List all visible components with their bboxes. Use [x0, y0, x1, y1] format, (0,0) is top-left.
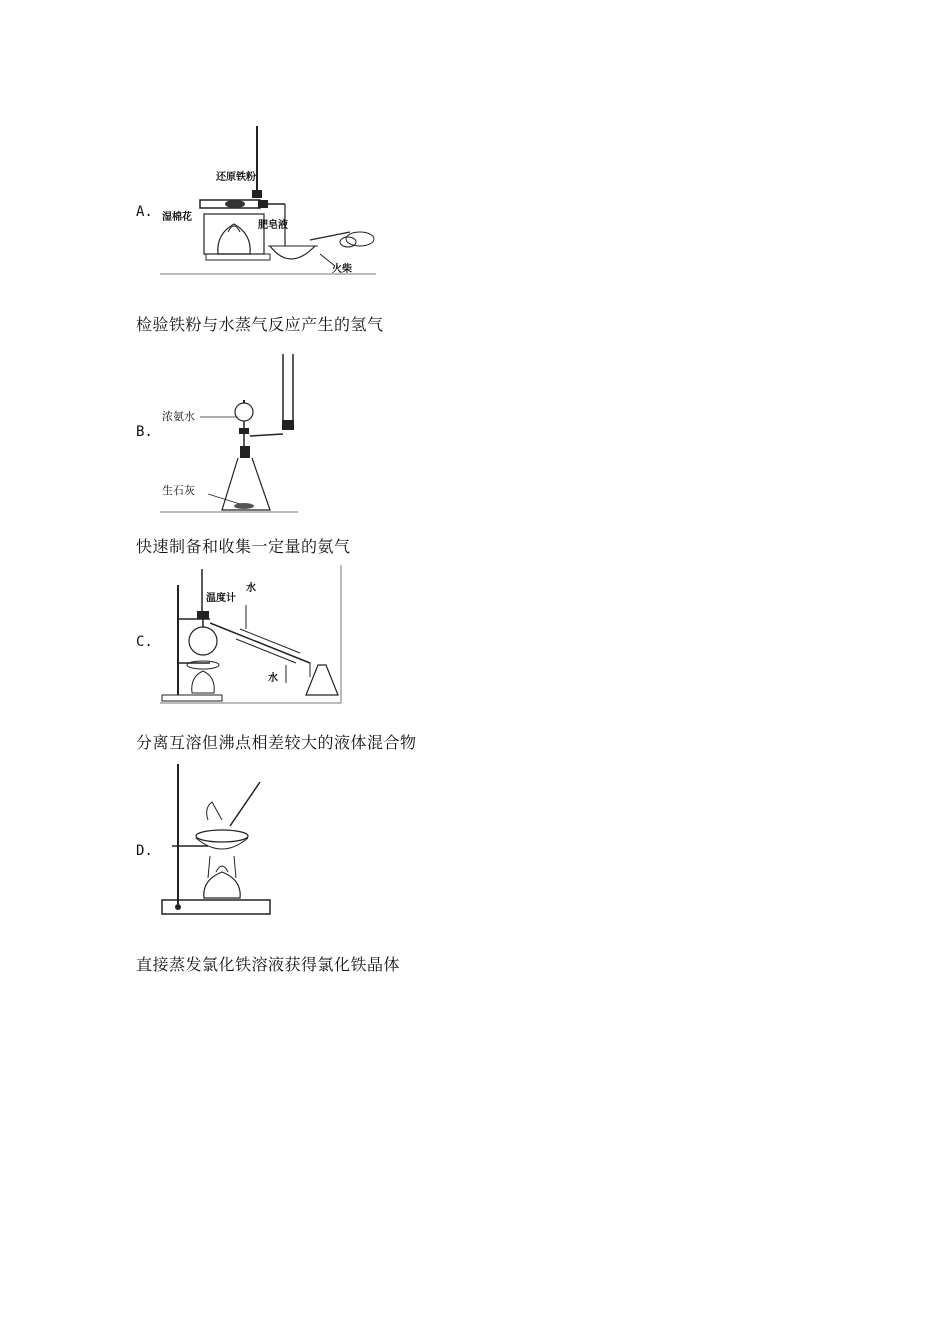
option-c-label-water-in: 水	[246, 583, 256, 594]
option-c-label-thermometer: 温度计	[206, 593, 236, 604]
option-b-label-ammonia: 浓氨水	[162, 410, 195, 423]
option-a-label-iron: 还原铁粉	[216, 172, 256, 183]
option-c-figure	[160, 565, 344, 705]
option-d-letter: D.	[136, 843, 153, 859]
option-b-figure	[160, 350, 300, 514]
option-b-letter: B.	[136, 424, 153, 440]
option-c-letter: C.	[136, 634, 153, 650]
option-a-label-soap: 肥皂液	[258, 220, 288, 231]
option-a-letter: A.	[136, 204, 153, 220]
option-b-label-lime: 生石灰	[162, 484, 195, 497]
option-a-label-match: 火柴	[332, 264, 352, 275]
option-d-figure	[160, 760, 274, 918]
option-b-caption: 快速制备和收集一定量的氨气	[136, 537, 351, 556]
option-c-label-water-out: 水	[268, 673, 278, 684]
option-a-figure	[160, 124, 378, 276]
option-d-caption: 直接蒸发氯化铁溶液获得氯化铁晶体	[136, 955, 401, 974]
option-a-caption: 检验铁粉与水蒸气反应产生的氢气	[136, 315, 384, 334]
option-a-label-cotton: 湿棉花	[162, 212, 192, 223]
option-c-caption: 分离互溶但沸点相差较大的液体混合物	[136, 733, 417, 752]
